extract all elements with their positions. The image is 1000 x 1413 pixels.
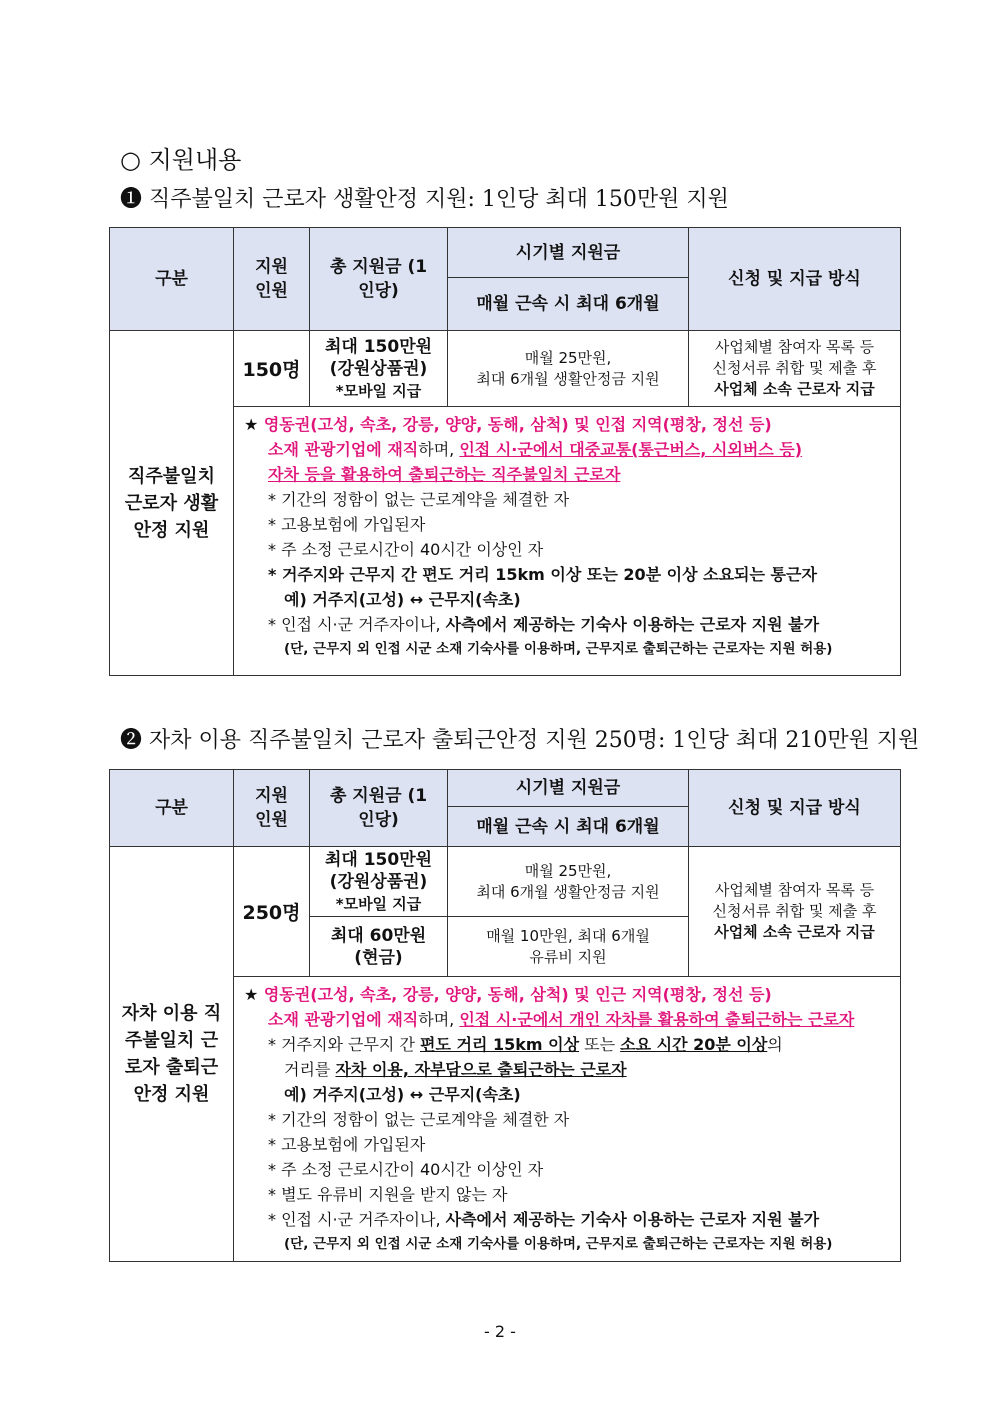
program2-category: 자차 이용 직주불일치 근로자 출퇴근안정 지원 bbox=[110, 847, 234, 1262]
header-schedule-sub: 매월 근속 시 최대 6개월 bbox=[448, 278, 689, 331]
program1-amount: 최대 150만원 (강원상품권) *모바일 지급 bbox=[310, 331, 448, 407]
program1-table bbox=[109, 227, 901, 676]
program2-schedule-cash: 매월 10만원, 최대 6개월 유류비 지원 bbox=[448, 917, 689, 977]
program1-title: ❶ 직주불일치 근로자 생활안정 지원: 1인당 최대 150만원 지원 bbox=[120, 187, 729, 212]
program1-conditions: ★ 영동권(고성, 속초, 강릉, 양양, 동해, 삼척) 및 인접 지역(평창, 정선 등) 소재 관광기업에 재직하며, 인접 시·군에서 대중교통(통근버스, 시외버스 등) 자차 등을 활용하여 출퇴근하는 직주불일치 근로자 * 기간의 정함이 없는 근로계약을 체결한 자 * 고용보험에 가입된자 * 주 소정 근로시간이 40시간 이상인 자 * 거주지와 근무지 간 편도 거리 15km 이상 또는 20분 이상 소요되는 통근자 예) 거주지(고성) ↔ 근무지(속초) * 인접 시·군 거주자이나, 사측에서 제공하는 기숙사 이용하는 근로자 지원 불가 (단, 근무지 외 인접 시군 소재 기숙사를 이용하며, 근무지로 출퇴근하는 근로자는 지원 허용) bbox=[234, 407, 901, 676]
program2-people: 250명 bbox=[234, 847, 310, 977]
program2-table bbox=[109, 769, 901, 1262]
header-method: 신청 및 지급 방식 bbox=[689, 770, 901, 847]
program2-amount-cash: 최대 60만원 (현금) bbox=[310, 917, 448, 977]
program2-amount-voucher: 최대 150만원 (강원상품권) *모바일 지급 bbox=[310, 847, 448, 917]
program2-method: 사업체별 참여자 목록 등 신청서류 취합 및 제출 후 사업체 소속 근로자 지급 bbox=[689, 847, 901, 977]
header-schedule: 시기별 지원금 bbox=[448, 770, 689, 807]
section-title: ○ 지원내용 bbox=[120, 146, 242, 174]
header-category: 구분 bbox=[110, 228, 234, 331]
program2-conditions: ★ 영동권(고성, 속초, 강릉, 양양, 동해, 삼척) 및 인근 지역(평창, 정선 등) 소재 관광기업에 재직하며, 인접 시·군에서 개인 자차를 활용하여 출퇴근하는 근로자 * 거주지와 근무지 간 편도 거리 15km 이상 또는 소요 시간 20분 이상의 거리를 자차 이용, 자부담으로 출퇴근하는 근로자 예) 거주지(고성) ↔ 근무지(속초) * 기간의 정함이 없는 근로계약을 체결한 자 * 고용보험에 가입된자 * 주 소정 근로시간이 40시간 이상인 자 * 별도 유류비 지원을 받지 않는 자 * 인접 시·군 거주자이나, 사측에서 제공하는 기숙사 이용하는 근로자 지원 불가 (단, 근무지 외 인접 시군 소재 기숙사를 이용하며, 근무지로 출퇴근하는 근로자는 지원 허용) bbox=[234, 977, 901, 1262]
header-schedule: 시기별 지원금 bbox=[448, 228, 689, 278]
program1-schedule: 매월 25만원, 최대 6개월 생활안정금 지원 bbox=[448, 331, 689, 407]
header-people: 지원 인원 bbox=[234, 770, 310, 847]
header-total: 총 지원금 (1인당) bbox=[310, 770, 448, 847]
header-schedule-sub: 매월 근속 시 최대 6개월 bbox=[448, 807, 689, 847]
program1-people: 150명 bbox=[234, 331, 310, 407]
program2-schedule-voucher: 매월 25만원, 최대 6개월 생활안정금 지원 bbox=[448, 847, 689, 917]
program1-category: 직주불일치 근로자 생활안정 지원 bbox=[110, 331, 234, 676]
header-category: 구분 bbox=[110, 770, 234, 847]
page-number: - 2 - bbox=[484, 1322, 516, 1341]
header-total: 총 지원금 (1인당) bbox=[310, 228, 448, 331]
program2-title: ❷ 자차 이용 직주불일치 근로자 출퇴근안정 지원 250명: 1인당 최대 210만원 지원 bbox=[120, 728, 920, 753]
header-method: 신청 및 지급 방식 bbox=[689, 228, 901, 331]
header-people: 지원 인원 bbox=[234, 228, 310, 331]
program1-method: 사업체별 참여자 목록 등 신청서류 취합 및 제출 후 사업체 소속 근로자 지급 bbox=[689, 331, 901, 407]
